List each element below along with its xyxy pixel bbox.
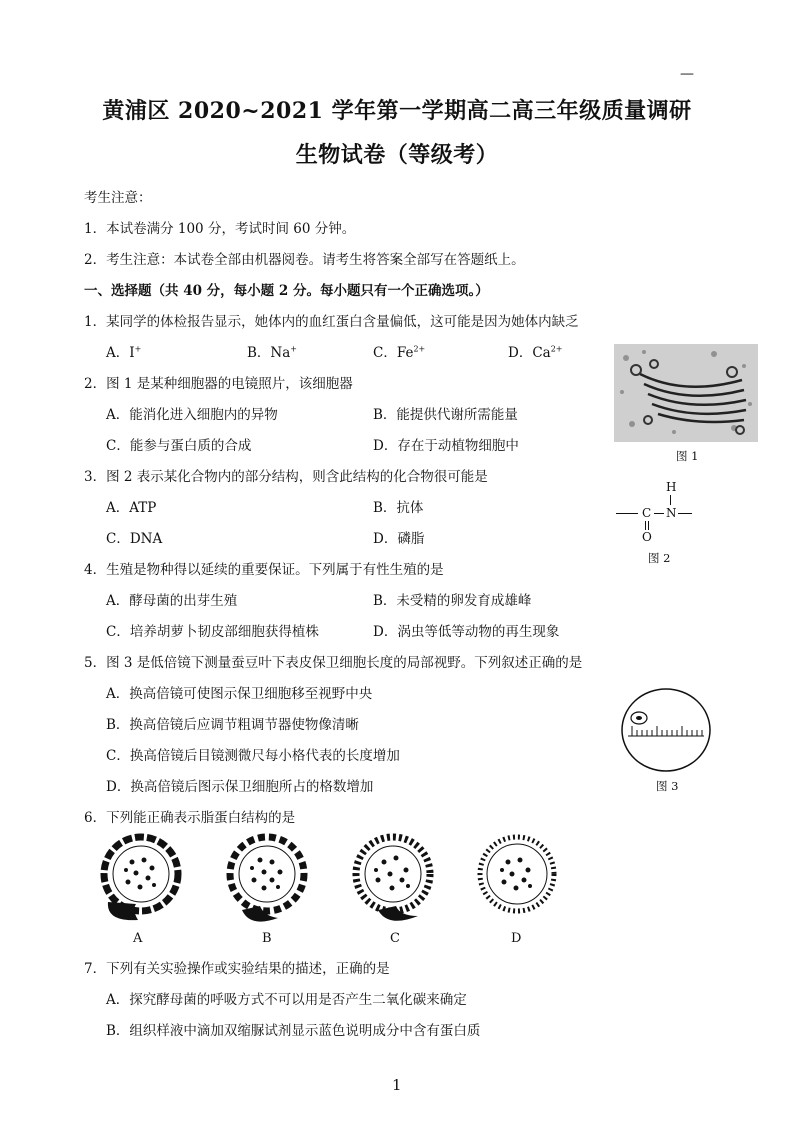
atom-hydrogen: H — [666, 480, 677, 494]
figure-1-caption: 图 1 — [676, 449, 699, 463]
bond-n-h — [670, 495, 671, 505]
option-d: D．换高倍镜后图示保卫细胞所占的格数增加 — [106, 779, 374, 795]
question-stem: 4．生殖是物种得以延续的重要保证。下列属于有性生殖的是 — [84, 562, 444, 578]
option-a: A．探究酵母菌的呼吸方式不可以用是否产生二氧化碳来确定 — [106, 992, 467, 1008]
option-b: B．换高倍镜后应调节粗调节器使物像清晰 — [106, 717, 359, 733]
question-stem: 2．图 1 是某种细胞器的电镜照片，该细胞器 — [84, 376, 353, 392]
option-a: A．能消化进入细胞内的异物 — [106, 407, 278, 423]
question-stem: 3．图 2 表示某化合物内的部分结构，则含此结构的化合物很可能是 — [84, 469, 488, 485]
option-d: D．涡虫等低等动物的再生现象 — [373, 624, 560, 640]
page-number: 1 — [392, 1076, 402, 1094]
option-d: D．存在于动植物细胞中 — [373, 438, 519, 454]
option-c: C．DNA — [106, 531, 163, 547]
question-stem: 6．下列能正确表示脂蛋白结构的是 — [84, 810, 296, 826]
lipoprotein-figure-b — [222, 830, 312, 928]
figure-2-structure — [616, 478, 706, 548]
option-a: A．换高倍镜可使图示保卫细胞移至视野中央 — [106, 686, 373, 702]
option-b: B．组织样液中滴加双缩脲试剂显示蓝色说明成分中含有蛋白质 — [106, 1023, 481, 1039]
option-a: A．I+ — [106, 344, 142, 361]
option-d: D．$Ca^{2+}$ — [508, 344, 563, 361]
option-b: B．能提供代谢所需能量 — [373, 407, 518, 423]
bond-left — [616, 513, 638, 514]
figure-3-field-of-view — [620, 686, 712, 774]
atom-oxygen: O — [642, 530, 652, 544]
lipoprotein-figure-d — [472, 830, 562, 928]
atom-nitrogen: N — [666, 506, 677, 520]
bond-c-n — [654, 513, 664, 514]
figure-label-b: B — [262, 931, 272, 946]
page-title: 黄浦区 2020~2021 学年第一学期高二高三年级质量调研 — [102, 98, 692, 124]
notice-heading: 考生注意： — [84, 190, 152, 206]
corner-mark: — — [680, 66, 694, 82]
option-d: D．磷脂 — [373, 531, 425, 547]
question-stem: 7．下列有关实验操作或实验结果的描述，正确的是 — [84, 961, 390, 977]
figure-2-caption: 图 2 — [648, 551, 671, 565]
bond-c-o-1 — [645, 521, 646, 530]
lipoprotein-figure-c — [348, 830, 438, 928]
option-b: B．Na+ — [247, 344, 297, 361]
figure-label-d: D — [511, 931, 522, 946]
figure-3-caption: 图 3 — [656, 779, 679, 793]
option-c: C．培养胡萝卜韧皮部细胞获得植株 — [106, 624, 319, 640]
option-a: A．酵母菌的出芽生殖 — [106, 593, 238, 609]
option-a: A．ATP — [106, 500, 157, 516]
notice-item: 2．考生注意：本试卷全部由机器阅卷。请考生将答案全部写在答题纸上。 — [84, 252, 525, 268]
option-b: B．抗体 — [373, 500, 424, 516]
figure-1-micrograph — [614, 344, 758, 442]
bond-c-o-2 — [648, 521, 649, 530]
lipoprotein-figure-a — [96, 830, 186, 928]
atom-carbon: C — [642, 506, 652, 520]
option-c: C．$Fe^{2+}$ — [373, 344, 426, 361]
question-stem: 1．某同学的体检报告显示，她体内的血红蛋白含量偏低，这可能是因为她体内缺乏 — [84, 314, 579, 330]
figure-label-a: A — [133, 931, 143, 946]
notice-item: 1．本试卷满分 100 分，考试时间 60 分钟。 — [84, 221, 356, 237]
option-c: C．能参与蛋白质的合成 — [106, 438, 252, 454]
option-b: B．未受精的卵发育成雄峰 — [373, 593, 532, 609]
bond-right — [678, 513, 692, 514]
option-c: C．换高倍镜后目镜测微尺每小格代表的长度增加 — [106, 748, 400, 764]
page-subtitle: 生物试卷（等级考） — [295, 142, 499, 168]
figure-label-c: C — [390, 931, 400, 946]
question-stem: 5．图 3 是低倍镜下测量蚕豆叶下表皮保卫细胞长度的局部视野。下列叙述正确的是 — [84, 655, 583, 671]
section-heading: 一、选择题（共 40 分，每小题 2 分。每小题只有一个正确选项。） — [84, 283, 489, 299]
